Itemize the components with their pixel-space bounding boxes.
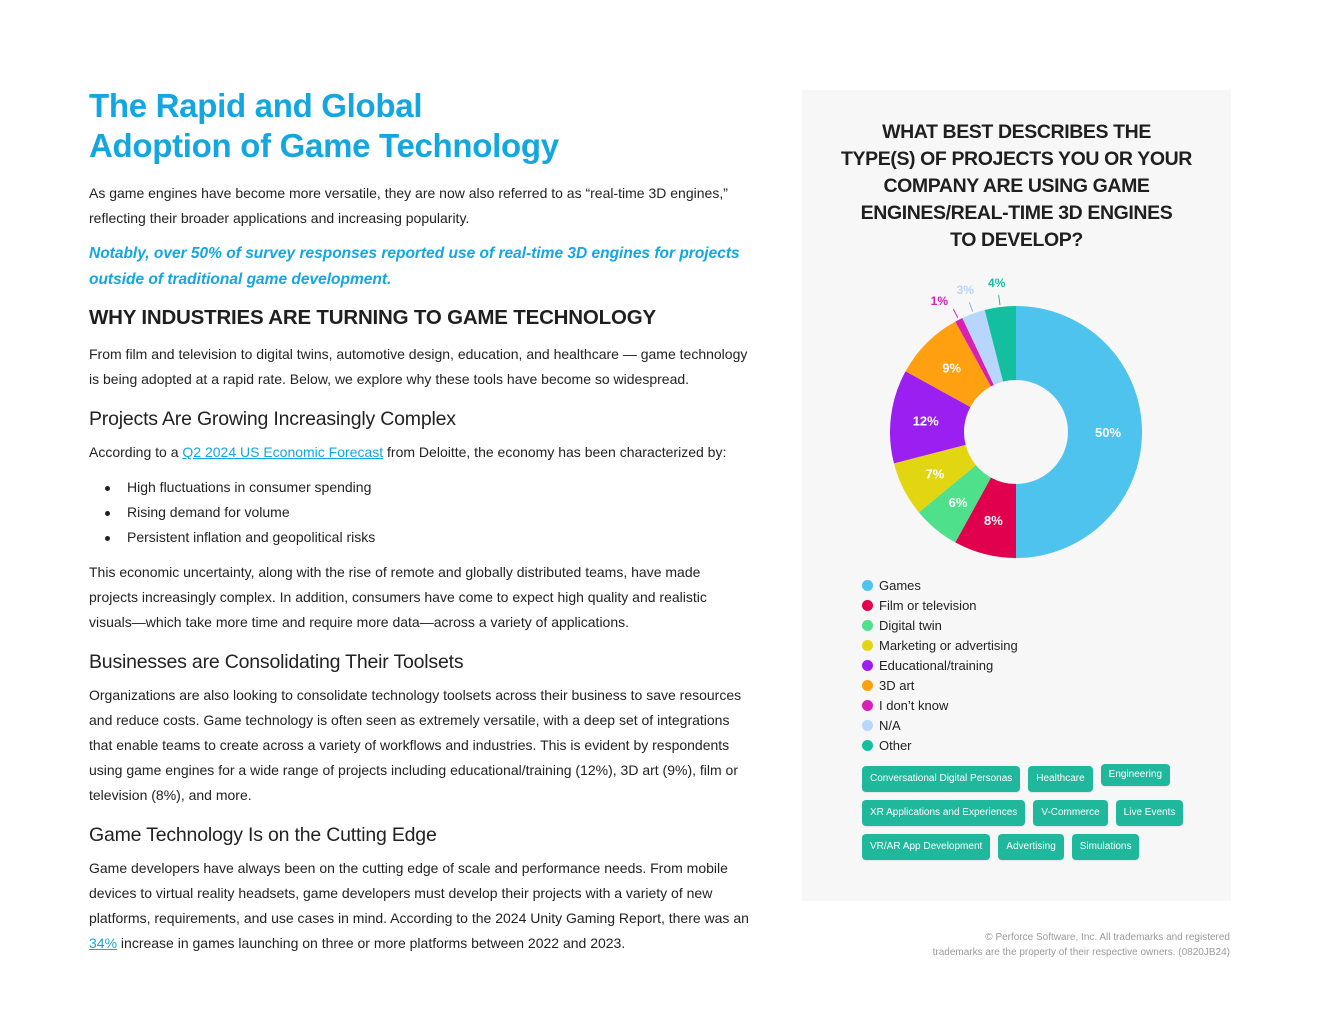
legend-item-other bbox=[862, 735, 1018, 755]
page-title bbox=[89, 86, 749, 166]
data-label-i-don-t-know: 1% bbox=[930, 294, 949, 309]
other-category-tags bbox=[862, 766, 1222, 868]
legend-swatch bbox=[862, 660, 873, 671]
section-heading: WHY INDUSTRIES ARE TURNING TO GAME TECHNOLOGY bbox=[89, 306, 656, 329]
tag-engineering: Engineering bbox=[1101, 764, 1170, 786]
data-label-educational-training: 12% bbox=[912, 413, 939, 429]
tag-healthcare: Healthcare bbox=[1028, 766, 1092, 792]
bullet-item: High fluctuations in consumer spending bbox=[89, 475, 749, 500]
unity-report-link[interactable]: 34% bbox=[89, 935, 118, 951]
deloitte-forecast-link[interactable]: Q2 2024 US Economic Forecast bbox=[182, 444, 384, 460]
article bbox=[89, 86, 749, 966]
legend-label: Games bbox=[879, 577, 921, 593]
donut-slice-games bbox=[1016, 306, 1142, 558]
subheading-consolidating-toolsets: Businesses are Consolidating Their Toolsets bbox=[89, 651, 464, 673]
tag-advertising: Advertising bbox=[998, 834, 1063, 860]
legend-label: 3D art bbox=[879, 677, 915, 693]
bullet-item: Persistent inflation and geopolitical risks bbox=[89, 525, 749, 550]
data-label-n-a: 3% bbox=[956, 283, 974, 298]
legend-swatch bbox=[862, 680, 873, 691]
tag-row bbox=[862, 834, 1222, 860]
chart-title-line: TO DEVELOP? bbox=[950, 229, 1083, 251]
cutting-edge-text: Game developers have always been on the cutting edge of scale and performance needs. From mobile devices to virtual reality headsets, game developers must develop their projects with a variety of new platforms, requirements, and use cases in mind. According to the 2024 Unity Gaming Report, there was an bbox=[89, 860, 749, 926]
deloitte-lead-text: According to a bbox=[89, 444, 183, 460]
legend-label: N/A bbox=[879, 717, 901, 733]
legend-item-film-or-television bbox=[862, 595, 1018, 615]
data-label-marketing-or-advertising: 7% bbox=[925, 466, 945, 482]
tag-conversational-digital-personas: Conversational Digital Personas bbox=[862, 766, 1020, 792]
legend-item-digital-twin bbox=[862, 615, 1018, 635]
page-title-line-1: The Rapid and Global bbox=[89, 87, 423, 124]
copyright-line: trademarks are the property of their respective owners. (0820JB24) bbox=[932, 947, 1230, 958]
legend-item-n-a bbox=[862, 715, 1018, 735]
leader-line-i-don-t-know bbox=[953, 309, 958, 318]
data-label-games: 50% bbox=[1094, 425, 1122, 440]
legend-swatch bbox=[862, 640, 873, 651]
tag-row bbox=[862, 800, 1222, 826]
donut-chart bbox=[802, 90, 1231, 570]
data-label-other: 4% bbox=[988, 276, 1006, 291]
chart-title-line: TYPE(S) OF PROJECTS YOU OR YOUR bbox=[841, 148, 1192, 170]
deloitte-trailing-text: from Deloitte, the economy has been characterized by: bbox=[383, 444, 727, 460]
tag-xr-applications-and-experiences: XR Applications and Experiences bbox=[862, 800, 1025, 826]
legend-item-games bbox=[862, 575, 1018, 595]
cutting-edge-trailing-text: increase in games launching on three or more platforms between 2022 and 2023. bbox=[117, 935, 626, 951]
subheading-cutting-edge: Game Technology Is on the Cutting Edge bbox=[89, 824, 437, 846]
legend-item-marketing-or-advertising bbox=[862, 635, 1018, 655]
legend-label: Other bbox=[879, 737, 912, 753]
leader-line-n-a bbox=[969, 302, 972, 311]
legend-swatch bbox=[862, 580, 873, 591]
legend-swatch bbox=[862, 700, 873, 711]
leader-line-other bbox=[999, 295, 1000, 305]
legend-swatch bbox=[862, 740, 873, 751]
legend-item-educational-training bbox=[862, 655, 1018, 675]
copyright-footer bbox=[830, 930, 1230, 960]
survey-chart-panel bbox=[802, 90, 1231, 901]
tag-v-commerce: V-Commerce bbox=[1033, 800, 1107, 826]
chart-title-line: ENGINES/REAL-TIME 3D ENGINES bbox=[860, 202, 1173, 224]
economy-bullet-list bbox=[89, 475, 749, 550]
data-label-digital-twin: 6% bbox=[948, 495, 968, 511]
chart-legend bbox=[862, 575, 1018, 755]
legend-label: Educational/training bbox=[879, 657, 994, 673]
section-intro: From film and television to digital twins, automotive design, education, and healthcare — game technology is being adopted at a rapid rate. Below, we explore why these tools have become so widespread. bbox=[89, 346, 748, 387]
tag-row bbox=[862, 766, 1222, 792]
legend-label: Digital twin bbox=[879, 617, 942, 633]
deloitte-paragraph bbox=[89, 440, 749, 465]
data-label-film-or-television: 8% bbox=[983, 513, 1003, 529]
intro-paragraph: As game engines have become more versatile, they are now also referred to as “real-time 3D engines,” reflecting their broader applications and increasing popularity. bbox=[89, 185, 728, 226]
page-title-line-2: Adoption of Game Technology bbox=[89, 127, 559, 164]
chart-title-line: COMPANY ARE USING GAME bbox=[883, 175, 1150, 197]
legend-swatch bbox=[862, 620, 873, 631]
data-label-3d-art: 9% bbox=[942, 360, 962, 376]
legend-swatch bbox=[862, 720, 873, 731]
toolsets-paragraph: Organizations are also looking to consolidate technology toolsets across their business to save resources and reduce costs. Game technology is often seen as extremely versatile, with a deep set of integrations that enable teams to create across a variety of workflows and industries. This is evident by respondents using game engines for a wide range of projects including educational/training (12%), 3D art (9%), film or television (8%), and more. bbox=[89, 687, 742, 803]
bullet-item: Rising demand for volume bbox=[89, 500, 749, 525]
copyright-line: © Perforce Software, Inc. All trademarks and registered bbox=[985, 932, 1230, 943]
legend-item-3d-art bbox=[862, 675, 1018, 695]
subheading-complex-projects: Projects Are Growing Increasingly Complex bbox=[89, 408, 456, 430]
legend-swatch bbox=[862, 600, 873, 611]
legend-label: Marketing or advertising bbox=[879, 637, 1018, 653]
cutting-edge-paragraph bbox=[89, 856, 749, 956]
legend-label: Film or television bbox=[879, 597, 977, 613]
tag-vr-ar-app-development: VR/AR App Development bbox=[862, 834, 990, 860]
highlight-callout: Notably, over 50% of survey responses reported use of real-time 3D engines for projects outside of traditional game development. bbox=[89, 245, 740, 288]
tag-simulations: Simulations bbox=[1072, 834, 1140, 860]
chart-title-line: WHAT BEST DESCRIBES THE bbox=[882, 121, 1151, 143]
legend-label: I don’t know bbox=[879, 697, 949, 713]
tag-live-events: Live Events bbox=[1116, 800, 1184, 826]
legend-item-i-don-t-know bbox=[862, 695, 1018, 715]
complexity-paragraph: This economic uncertainty, along with the rise of remote and globally distributed teams, have made projects increasingly complex. In addition, consumers have come to expect high quality and realistic visuals—which take more time and require more data—across a variety of applications. bbox=[89, 564, 707, 630]
